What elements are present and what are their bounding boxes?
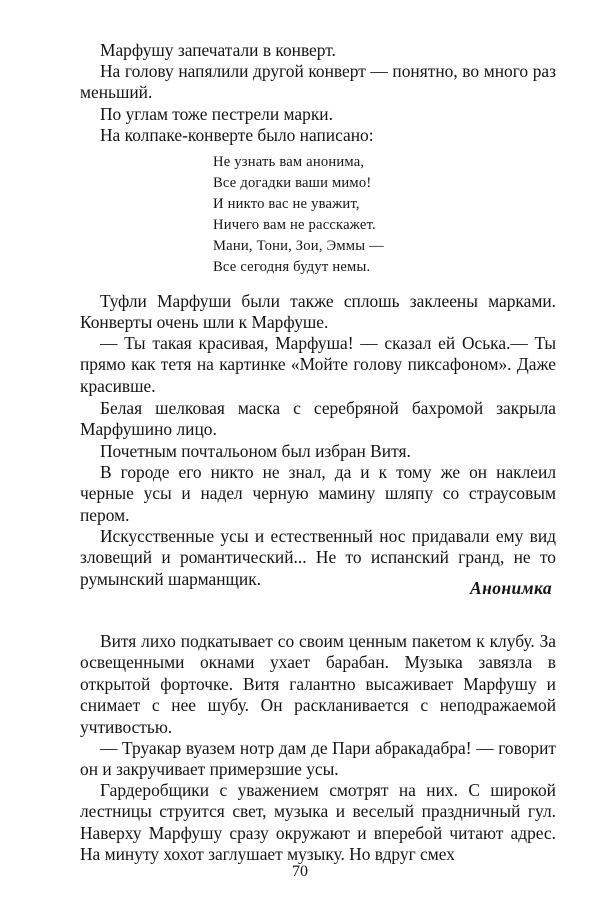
- paragraph: Туфли Марфуши были также сплошь заклеены марками. Конверты очень шли к Марфуше.: [80, 291, 556, 333]
- paragraph: Искусственные усы и естественный нос придавали ему вид зловещий и романтический... Не то испанский гранд, не то румынский шарманщик.: [80, 526, 556, 589]
- paragraph: Почетным почтальоном был избран Витя.: [100, 441, 411, 461]
- paragraph: — Ты такая красивая, Марфуша! — сказал ей Оська.— Ты прямо как тетя на картинке «Мойте голову пиксафоном». Даже красивше.: [80, 333, 556, 396]
- section-heading: Анонимка: [470, 578, 552, 598]
- page-number: 70: [292, 863, 308, 880]
- paragraph: — Труакар вуазем нотр дам де Пари абракадабра! — говорит он и закручивает примерзшие усы.: [80, 738, 556, 780]
- paragraph: В городе его никто не знал, да и к тому же он наклеил черные усы и надел черную мамину шляпу со страусовым пером.: [80, 462, 556, 525]
- poem-line: Ничего вам не расскажет.: [213, 217, 376, 233]
- poem-line: Все сегодня будут немы.: [213, 259, 371, 275]
- poem-line: Все догадки ваши мимо!: [213, 175, 372, 191]
- poem-line: Не узнать вам анонима,: [213, 154, 365, 170]
- paragraph: Белая шелковая маска с серебряной бахромой закрыла Марфушино лицо.: [80, 398, 556, 440]
- poem-line: И никто вас не уважит,: [213, 196, 360, 212]
- paragraph: На голову напялили другой конверт — понятно, во много раз меньший.: [80, 61, 556, 103]
- paragraph: По углам тоже пестрели марки.: [100, 104, 333, 124]
- poem: [213, 152, 433, 278]
- poem-line: Мани, Тони, Зои, Эммы —: [213, 238, 384, 254]
- paragraph: На колпаке-конверте было написано:: [100, 125, 374, 145]
- paragraph: Марфушу запечатали в конверт.: [100, 40, 336, 60]
- paragraph: Гардеробщики с уважением смотрят на них. С широкой лестницы струится свет, музыка и веселый праздничный гул. Наверху Марфушу сразу окружают и вперебой читают адрес. На минуту хохот заглушает музыку. Но вдруг смех: [80, 780, 556, 865]
- paragraph: Витя лихо подкатывает со своим ценным пакетом к клубу. За освещенными окнами ухает барабан. Музыка завязла в открытой форточке. Витя галантно высаживает Марфушу и снимает с нее шубу. Он раскланивается с неподражаемой учтивостью.: [80, 631, 556, 737]
